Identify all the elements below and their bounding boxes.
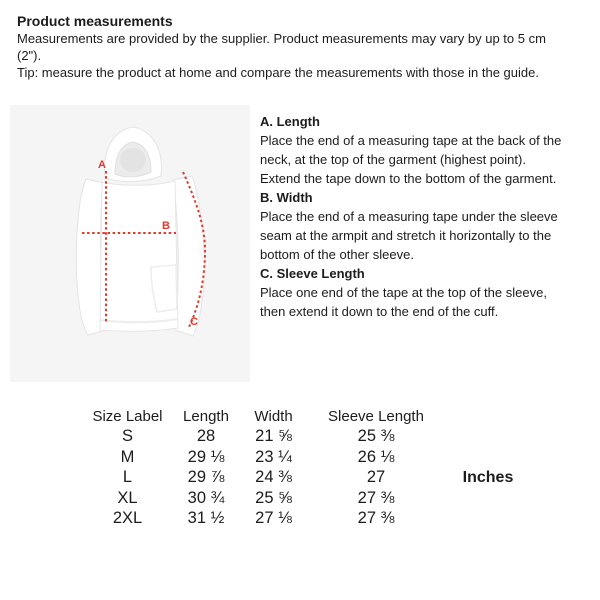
label-c: C [190, 316, 198, 328]
size-table-cell: 25 ⅝ [255, 488, 292, 507]
unit-label: Inches [462, 468, 514, 486]
table-row [85, 468, 447, 489]
size-table-header-cell: Size Label [92, 407, 163, 425]
size-table-cell: 21 ⅝ [255, 427, 292, 446]
size-table-cell: 29 ⅞ [187, 468, 225, 487]
measurement-diagram [10, 105, 250, 382]
size-table-cell: L [122, 468, 133, 487]
size-table-cell: XL [117, 488, 138, 507]
page-title: Product measurements [17, 13, 173, 29]
size-table-header-cell: Length [183, 407, 229, 425]
hoodie-hood-shadow [120, 148, 146, 172]
intro-block [17, 12, 589, 81]
size-table-cell: M [120, 447, 135, 466]
size-table-cell: 23 ¼ [255, 447, 292, 466]
instruction-line: Place the end of a measuring tape at the back of the [260, 133, 562, 148]
size-table-cell: 27 ⅛ [255, 509, 292, 528]
size-table-header-row [85, 406, 447, 427]
instruction-line: neck, at the top of the garment (highest point). [260, 152, 526, 167]
size-table-cell: 2XL [112, 509, 143, 528]
size-table-cell: 28 [196, 427, 216, 446]
instruction-line: then extend it down to the end of the cuff. [260, 304, 499, 319]
size-table [85, 406, 447, 529]
intro-line: Measurements are provided by the supplier. Product measurements may vary by up to 5 cm [17, 31, 546, 46]
instruction-heading: C. Sleeve Length [260, 266, 365, 281]
table-row [85, 488, 447, 509]
instruction-line: Extend the tape down to the bottom of the garment. [260, 171, 557, 186]
instruction-line: Place the end of a measuring tape under the sleeve [260, 209, 558, 224]
size-table-cell: 26 ⅛ [357, 447, 395, 466]
size-table-cell: 27 ⅜ [357, 509, 395, 528]
table-row [85, 509, 447, 530]
size-table-cell: 29 ⅛ [187, 447, 225, 466]
hoodie-body [100, 181, 178, 331]
size-table-header-cell: Width [254, 407, 293, 425]
size-table-header-cell: Sleeve Length [328, 407, 424, 425]
intro-line: Tip: measure the product at home and compare the measurements with those in the guide. [17, 65, 539, 80]
instruction-line: bottom of the other sleeve. [260, 247, 414, 262]
size-table-body [85, 427, 447, 530]
label-b: B [162, 220, 170, 232]
measure-instructions [260, 112, 596, 321]
size-table-cell: 27 ⅜ [357, 488, 395, 507]
size-table-cell: 24 ⅜ [255, 468, 292, 487]
size-table-cell: 30 ¾ [187, 488, 225, 507]
instruction-line: Place one end of the tape at the top of the sleeve, [260, 285, 547, 300]
intro-line: (2"). [17, 48, 42, 63]
instruction-line: seam at the armpit and stretch it horizontally to the [260, 228, 552, 243]
size-table-cell: 31 ½ [187, 509, 225, 528]
table-row [85, 447, 447, 468]
instruction-heading: A. Length [260, 114, 320, 129]
size-table-cell: 25 ⅜ [357, 427, 395, 446]
label-a: A [98, 159, 106, 171]
instruction-heading: B. Width [260, 190, 313, 205]
table-row [85, 427, 447, 448]
size-table-cell: 27 [366, 468, 386, 487]
hoodie-diagram-image [10, 105, 250, 382]
intro-lines [17, 30, 589, 81]
size-table-cell: S [121, 427, 133, 446]
